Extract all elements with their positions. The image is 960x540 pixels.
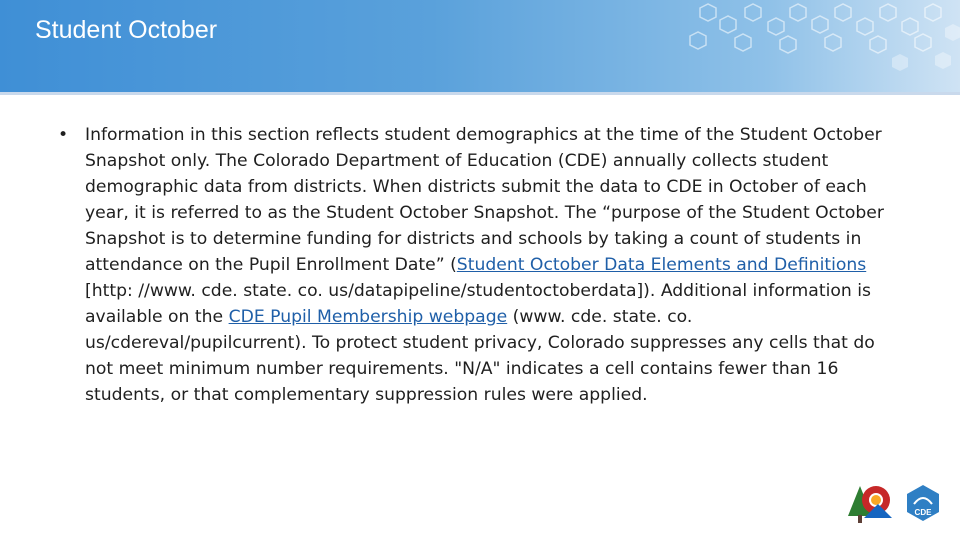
- bullet-marker: •: [58, 125, 69, 145]
- hexagon-pattern-icon: [650, 0, 960, 92]
- header-divider: [0, 92, 960, 95]
- body-text-middle: [http: //www. cde. state. co. us/datapipeline/studentoctoberdata]). Additional information is available on the: [85, 281, 871, 327]
- slide-header: [0, 0, 960, 92]
- bullet-item: [58, 122, 888, 408]
- body-text-intro: Information in this section reflects student demographics at the time of the Student October Snapshot only. The Colorado Department of Education (CDE) annually collects student demographic data from districts. When districts submit the data to CDE in October of each year, it is referred to as the Student October Snapshot. The “purpose of the Student October Snapshot is to determine funding for districts and schools by taking a count of students in attendance on the Pupil Enrollment Date” (: [85, 125, 884, 275]
- pupil-membership-webpage-link[interactable]: CDE Pupil Membership webpage: [228, 307, 508, 327]
- slide-body: [58, 122, 888, 408]
- student-october-definitions-link[interactable]: Student October Data Elements and Definitions: [456, 255, 867, 275]
- cde-logo-icon: [904, 484, 942, 522]
- body-text-end: (www. cde. state. co. us/cdereval/pupilcurrent). To protect student privacy, Colorado suppresses any cells that do not meet minimum number requirements. "N/A" indicates a cell contains fewer than 16 students, or that complementary suppression rules were applied.: [85, 307, 875, 405]
- footer-logos: [846, 482, 946, 526]
- slide-title: Student October: [35, 16, 218, 44]
- cde-logo-text: CDE: [914, 508, 932, 517]
